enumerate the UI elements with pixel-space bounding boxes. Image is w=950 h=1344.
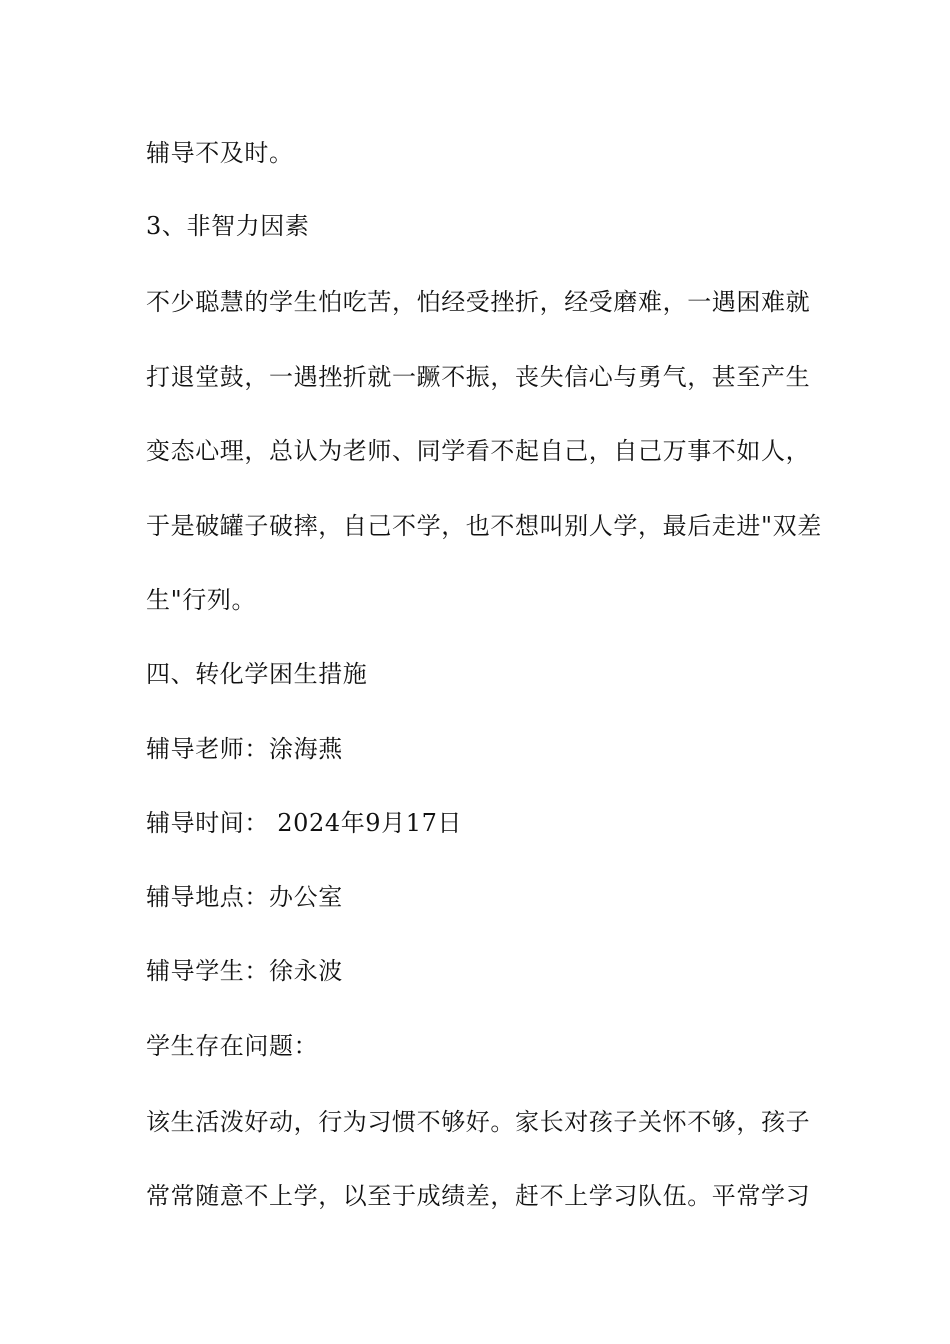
paragraph-line: 生"行列。 — [146, 586, 257, 614]
paragraph-line: 辅导不及时。 — [146, 139, 294, 167]
paragraph-line: 该生活泼好动，行为习惯不够好。家长对孩子关怀不够，孩子 — [146, 1108, 811, 1136]
info-time: 辅导时间： 2024年9月17日 — [146, 809, 463, 837]
paragraph-line: 变态心理，总认为老师、同学看不起自己，自己万事不如人， — [146, 437, 811, 465]
paragraph-line: 打退堂鼓，一遇挫折就一蹶不振，丧失信心与勇气，甚至产生 — [146, 363, 811, 391]
info-student: 辅导学生：徐永波 — [146, 957, 343, 985]
paragraph-line: 于是破罐子破摔，自己不学，也不想叫别人学，最后走进"双差 — [146, 512, 822, 540]
problems-label: 学生存在问题： — [146, 1032, 319, 1060]
info-teacher: 辅导老师：涂海燕 — [146, 735, 343, 763]
paragraph-line: 常常随意不上学，以至于成绩差，赶不上学习队伍。平常学习 — [146, 1182, 811, 1210]
info-location: 辅导地点：办公室 — [146, 883, 343, 911]
section-heading: 四、转化学困生措施 — [146, 660, 368, 688]
section-heading: 3、非智力因素 — [146, 212, 310, 240]
paragraph-line: 不少聪慧的学生怕吃苦，怕经受挫折，经受磨难，一遇困难就 — [146, 288, 811, 316]
